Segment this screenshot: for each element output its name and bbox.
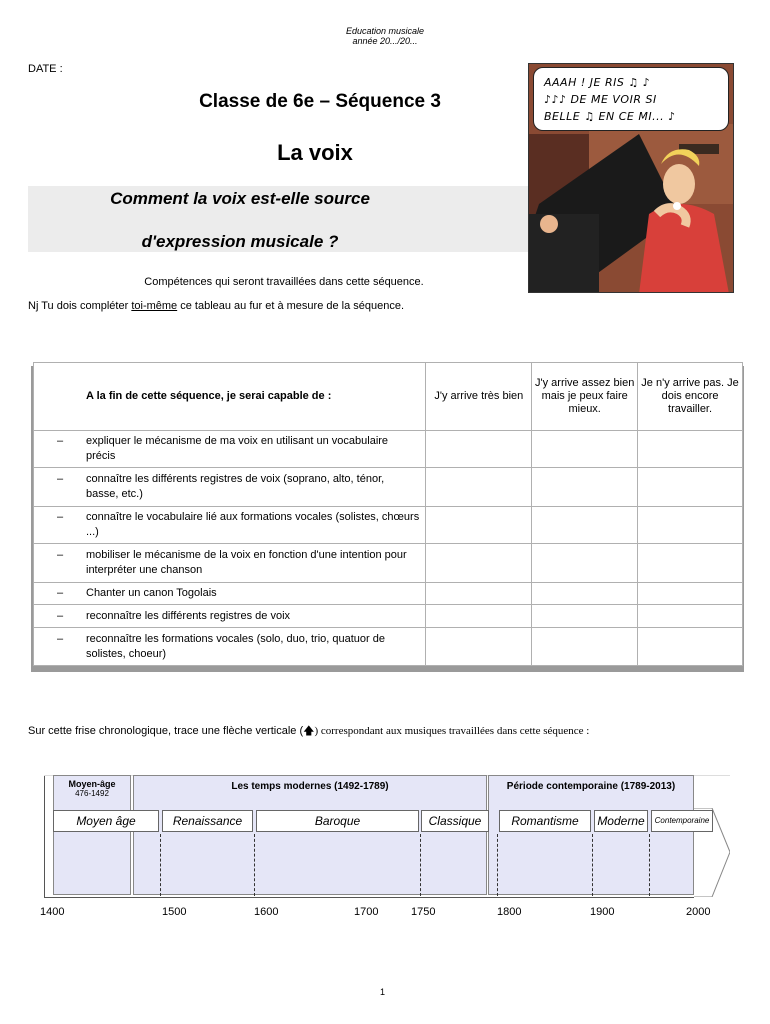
era-modernes-label: Les temps modernes (1492-1789): [231, 781, 389, 792]
cell-assez-bien[interactable]: [532, 583, 638, 605]
cell-pas-encore[interactable]: [638, 544, 743, 583]
page-subtitle: La voix: [277, 140, 353, 165]
divider-1950: [649, 834, 650, 896]
cell-assez-bien[interactable]: [532, 431, 638, 468]
cell-assez-bien[interactable]: [532, 544, 638, 583]
year-label: 1600: [254, 906, 279, 918]
row-text: connaître le vocabulaire lié aux formations vocales (solistes, chœurs ...): [86, 511, 420, 538]
row-text: reconnaître les différents registres de voix: [86, 609, 291, 622]
era-moyen-age-label: [53, 779, 131, 799]
table-row: [34, 605, 743, 628]
cell-pas-encore[interactable]: [638, 468, 743, 507]
year-label: 1750: [411, 906, 436, 918]
comic-illustration: [528, 63, 734, 293]
row-text: expliquer le mécanisme de ma voix en utilisant un vocabulaire précis: [86, 435, 389, 462]
up-arrow-icon: 🡅: [303, 724, 315, 737]
cell-pas-encore[interactable]: [638, 605, 743, 628]
bubble-line-2: ♪♪♪ DE ME VOIR SI: [544, 93, 657, 106]
period-moyen-age: Moyen âge: [53, 810, 159, 832]
divider-1600: [254, 834, 255, 896]
period-contemporaine: Contemporaine: [651, 810, 713, 832]
cell-tres-bien[interactable]: [426, 431, 532, 468]
frise-instruction: [28, 722, 589, 741]
competence-table: [33, 362, 743, 666]
year-label: 1700: [354, 906, 379, 918]
cell-assez-bien[interactable]: [532, 468, 638, 507]
table-row: [34, 507, 743, 544]
cell-tres-bien[interactable]: [426, 468, 532, 507]
table-row: [34, 628, 743, 666]
cell-pas-encore[interactable]: [638, 431, 743, 468]
cell-pas-encore[interactable]: [638, 583, 743, 605]
cell-tres-bien[interactable]: [426, 544, 532, 583]
page-title: Classe de 6e – Séquence 3: [199, 91, 441, 112]
timeline-left-edge: [44, 775, 45, 897]
cell-pas-encore[interactable]: [638, 628, 743, 666]
row-dash: –: [56, 587, 64, 599]
era-modernes-box: [133, 775, 487, 895]
instruction-prefix: Nj Tu dois compléter: [28, 300, 132, 312]
table-header-row: [34, 363, 743, 431]
row-text: mobiliser le mécanisme de la voix en fonction d'une intention pour interpréter une chanson: [86, 549, 407, 576]
year-label: 1900: [590, 906, 615, 918]
row-text: reconnaître les formations vocales (solo, duo, trio, quatuor de solistes, choeur): [86, 632, 385, 660]
row-dash: –: [56, 511, 64, 523]
row-text: Chanter un canon Togolais: [86, 587, 217, 599]
row-dash: –: [56, 549, 64, 561]
era-moyen-age-dates: 476-1492: [75, 789, 109, 798]
cell-tres-bien[interactable]: [426, 628, 532, 666]
date-label: DATE :: [28, 63, 63, 75]
era-contemporaine-box: [488, 775, 694, 895]
timeline-baseline: [44, 897, 694, 898]
divider-1500: [160, 834, 161, 896]
period-renaissance: Renaissance: [162, 810, 253, 832]
year-label: 1500: [162, 906, 187, 918]
instruction-text: [28, 300, 404, 312]
table-row: [34, 544, 743, 583]
cell-pas-encore[interactable]: [638, 507, 743, 544]
cell-tres-bien[interactable]: [426, 507, 532, 544]
instruction-underlined: toi-même: [131, 300, 178, 312]
cell-tres-bien[interactable]: [426, 583, 532, 605]
question-line-1: Comment la voix est-elle source: [110, 189, 370, 208]
row-text: connaître les différents registres de voix (soprano, alto, ténor, basse, etc.): [86, 473, 385, 500]
year-label: 1800: [497, 906, 522, 918]
row-dash: –: [56, 473, 64, 485]
period-classique: Classique: [421, 810, 489, 832]
cell-tres-bien[interactable]: [426, 605, 532, 628]
question-line-2: d'expression musicale ?: [141, 232, 339, 251]
year-label: 2000: [686, 906, 711, 918]
period-romantisme: Romantisme: [499, 810, 591, 832]
era-contemporaine-label: Période contemporaine (1789-2013): [506, 781, 676, 792]
row-dash: –: [56, 435, 64, 447]
cell-assez-bien[interactable]: [532, 605, 638, 628]
competences-intro: Compétences qui seront travaillées dans cette séquence.: [144, 276, 424, 288]
instruction-suffix: ce tableau au fur et à mesure de la séquence.: [177, 300, 405, 312]
speech-bubble: [533, 67, 729, 131]
cell-assez-bien[interactable]: [532, 628, 638, 666]
header-note: [300, 26, 470, 46]
cell-assez-bien[interactable]: [532, 507, 638, 544]
row-dash: –: [56, 632, 64, 645]
speech-bubble-text: [544, 74, 732, 125]
header-subject: Education musicale: [345, 26, 425, 36]
page-number: 1: [380, 987, 386, 997]
header-tres-bien: J'y arrive très bien: [426, 363, 532, 431]
divider-1800: [497, 834, 498, 896]
bubble-line-1: AAAH ! JE RIS ♫ ♪: [544, 76, 651, 89]
table-row: [34, 583, 743, 605]
divider-1900: [592, 834, 593, 896]
header-pas-encore: Je n'y arrive pas. Je dois encore travailler.: [638, 363, 743, 431]
frise-text-start: Sur cette frise chronologique, trace une flèche verticale (: [28, 725, 304, 737]
table-row: [34, 431, 743, 468]
header-capable: A la fin de cette séquence, je serai capable de :: [34, 363, 426, 431]
table-row: [34, 468, 743, 507]
divider-1750: [420, 834, 421, 896]
period-moderne: Moderne: [594, 810, 648, 832]
frise-text-end: ) correspondant aux musiques travaillées dans cette séquence :: [314, 725, 590, 737]
bubble-line-3: BELLE ♫ EN CE MI... ♪: [544, 110, 676, 123]
header-year: année 20.../20...: [352, 36, 418, 46]
year-label: 1400: [40, 906, 65, 918]
header-assez-bien: J'y arrive assez bien mais je peux faire mieux.: [532, 363, 638, 431]
era-moyen-age-title: Moyen-âge: [68, 779, 116, 789]
row-dash: –: [56, 609, 64, 622]
period-baroque: Baroque: [256, 810, 419, 832]
